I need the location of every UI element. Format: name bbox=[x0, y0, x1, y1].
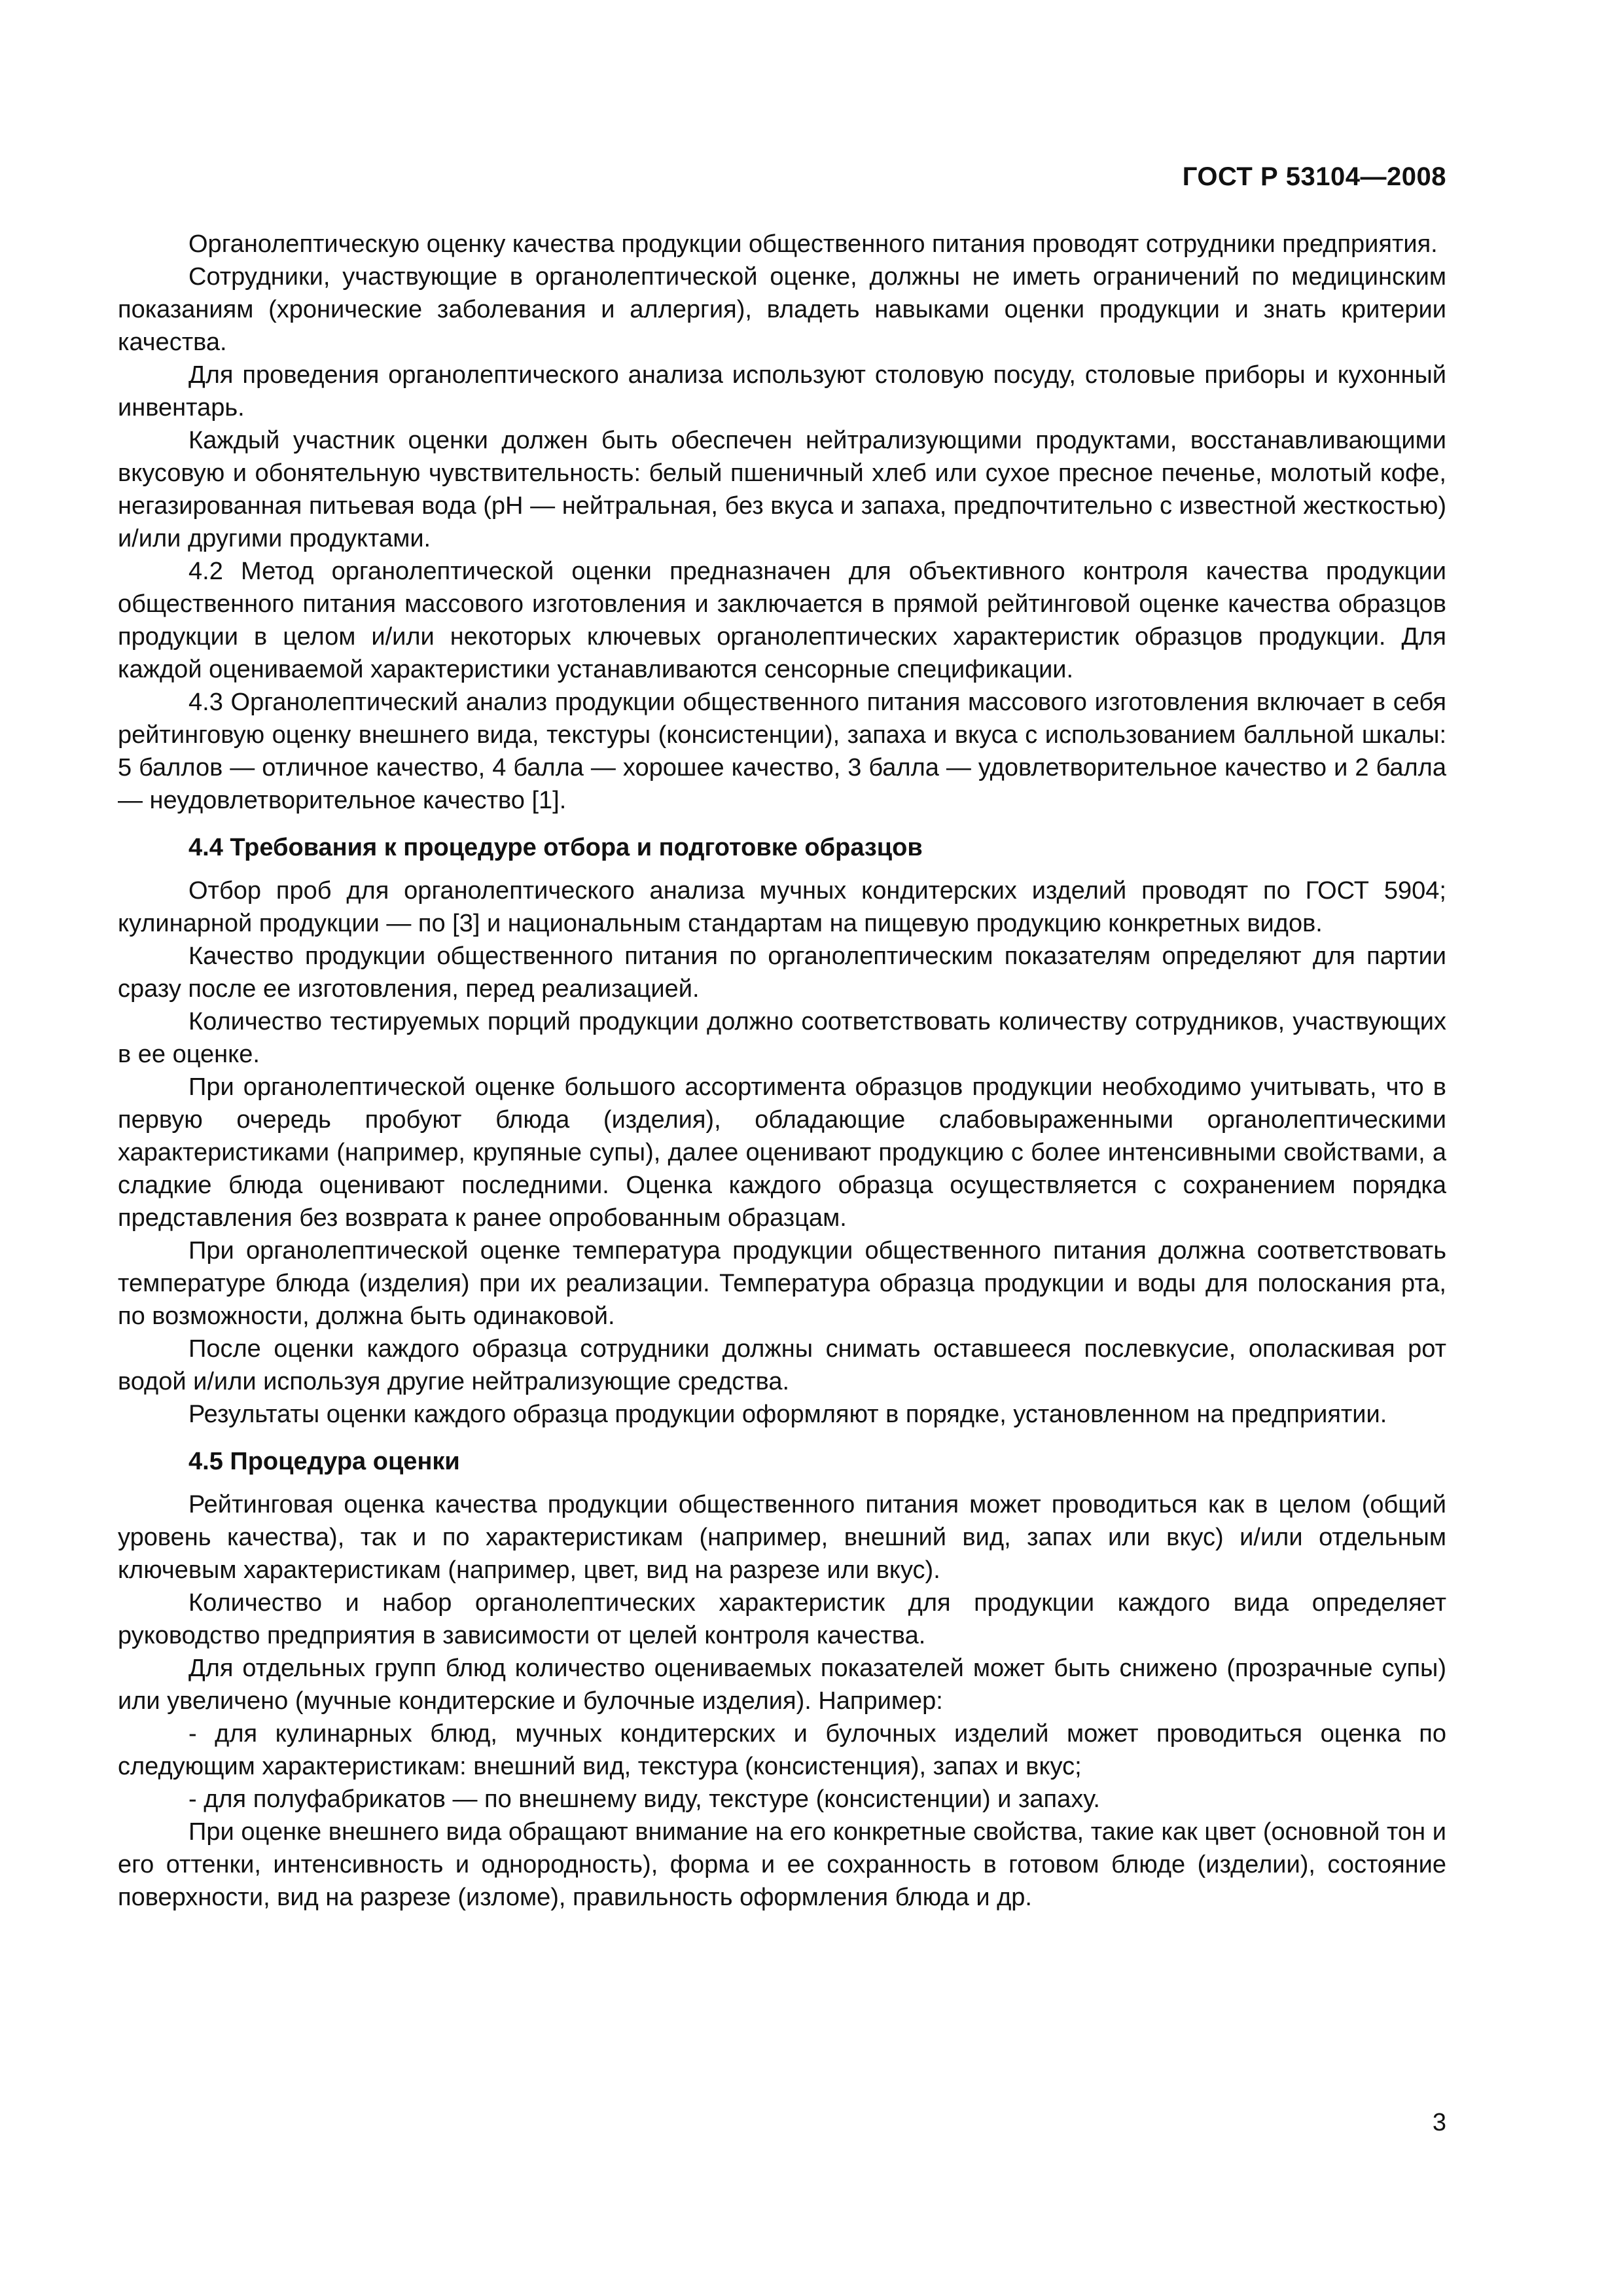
page-number: 3 bbox=[1432, 2109, 1446, 2136]
paragraph: Результаты оценки каждого образца продукции оформляют в порядке, установленном на предприятии. bbox=[188, 1401, 1387, 1428]
list-item: - для полуфабрикатов — по внешнему виду, текстуре (консистенции) и запаху. bbox=[188, 1785, 1100, 1813]
paragraph: При органолептической оценке температура продукции общественного питания должна соответствовать температуре блюда (изделия) при их реализации. Температура образца продукции и воды для полоскания рта, по возможности, должна быть одинаковой. bbox=[118, 1237, 1446, 1330]
paragraph: Качество продукции общественного питания по органолептическим показателям определяют для партии сразу после ее изготовления, перед реализацией. bbox=[118, 942, 1446, 1003]
paragraph: Количество тестируемых порций продукции должно соответствовать количеству сотрудников, участвующих в ее оценке. bbox=[118, 1008, 1446, 1068]
paragraph: Количество и набор органолептических характеристик для продукции каждого вида определяет руководство предприятия в зависимости от целей контроля качества. bbox=[118, 1589, 1446, 1649]
standard-code-header: ГОСТ Р 53104—2008 bbox=[1182, 162, 1446, 191]
paragraph: Отбор проб для органолептического анализа мучных кондитерских изделий проводят по ГОСТ 5904; кулинарной продукции — по [3] и национальным стандартам на пищевую продукцию конкретных видов. bbox=[118, 877, 1446, 937]
paragraph-4-2: 4.2 Метод органолептической оценки предназначен для объективного контроля качества продукции общественного питания массового изготовления и заключается в прямой рейтинговой оценке качества образцов продукции в целом и/или некоторых ключевых органолептических характеристик образцов продукции. Для каждой оцениваемой характеристики устанавливаются сенсорные спецификации. bbox=[118, 558, 1446, 683]
paragraph: Рейтинговая оценка качества продукции общественного питания может проводиться как в целом (общий уровень качества), так и по характеристикам (например, внешний вид, запах или вкус) и/или отдельным ключевым характеристикам (например, цвет, вид на разрезе или вкус). bbox=[118, 1491, 1446, 1584]
paragraph: Каждый участник оценки должен быть обеспечен нейтрализующими продуктами, восстанавливающими вкусовую и обонятельную чувствительность: белый пшеничный хлеб или сухое пресное печенье, молотый кофе, негазированная питьевая вода (рН — нейтральная, без вкуса и запаха, предпочтительно с известной жесткостью) и/или другими продуктами. bbox=[118, 427, 1446, 552]
document-body bbox=[118, 228, 1446, 1914]
paragraph: Для отдельных групп блюд количество оцениваемых показателей может быть снижено (прозрачные супы) или увеличено (мучные кондитерские и булочные изделия). Например: bbox=[118, 1655, 1446, 1715]
paragraph: Для проведения органолептического анализа используют столовую посуду, столовые приборы и кухонный инвентарь. bbox=[118, 361, 1446, 422]
paragraph-4-3: 4.3 Органолептический анализ продукции общественного питания массового изготовления включает в себя рейтинговую оценку внешнего вида, текстуры (консистенции), запаха и вкуса с использованием балльной шкалы: 5 баллов — отличное качество, 4 балла — хорошее качество, 3 балла — удовлетворительное качество и 2 балла — неудовлетворительное качество [1]. bbox=[118, 689, 1446, 814]
paragraph: При оценке внешнего вида обращают внимание на его конкретные свойства, такие как цвет (основной тон и его оттенки, интенсивность и однородность), форма и ее сохранность в готовом блюде (изделии), состояние поверхности, вид на разрезе (изломе), правильность оформления блюда и др. bbox=[118, 1818, 1446, 1911]
paragraph: При органолептической оценке большого ассортимента образцов продукции необходимо учитывать, что в первую очередь пробуют блюда (изделия), обладающие слабовыраженными органолептическими характеристиками (например, крупяные супы), далее оценивают продукцию с более интенсивными свойствами, а сладкие блюда оценивают последними. Оценка каждого образца осуществляется с сохранением порядка представления без возврата к ранее опробованным образцам. bbox=[118, 1073, 1446, 1232]
paragraph: Органолептическую оценку качества продукции общественного питания проводят сотрудники предприятия. bbox=[188, 230, 1438, 258]
paragraph: После оценки каждого образца сотрудники должны снимать оставшееся послевкусие, ополаскивая рот водой и/или используя другие нейтрализующие средства. bbox=[118, 1335, 1446, 1395]
section-heading-4-5: 4.5 Процедура оценки bbox=[188, 1448, 460, 1475]
section-heading-4-4: 4.4 Требования к процедуре отбора и подготовке образцов bbox=[188, 834, 923, 861]
paragraph: Сотрудники, участвующие в органолептической оценке, должны не иметь ограничений по медицинским показаниям (хронические заболевания и аллергия), владеть навыками оценки продукции и знать критерии качества. bbox=[118, 263, 1446, 356]
list-item: - для кулинарных блюд, мучных кондитерских и булочных изделий может проводиться оценка по следующим характеристикам: внешний вид, текстура (консистенция), запах и вкус; bbox=[118, 1720, 1446, 1780]
